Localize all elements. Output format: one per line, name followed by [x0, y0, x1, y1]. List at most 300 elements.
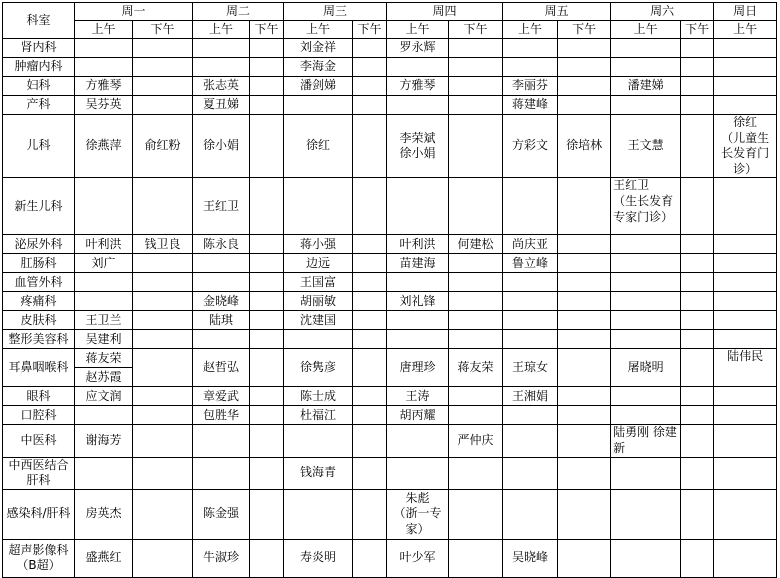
doctor-cell: [714, 235, 777, 254]
doctor-cell: [250, 235, 284, 254]
header-am: 上午: [611, 21, 681, 39]
doctor-cell: [387, 58, 449, 77]
doctor-cell: [133, 58, 193, 77]
doctor-cell: [449, 254, 503, 273]
doctor-cell: [611, 235, 681, 254]
doctor-cell: [558, 425, 611, 457]
doctor-cell: [133, 96, 193, 115]
doctor-cell: [75, 178, 133, 235]
header-day: 周六: [611, 3, 714, 21]
doctor-cell: [284, 489, 353, 539]
doctor-cell: [611, 457, 681, 489]
doctor-cell: 李丽芬: [503, 77, 558, 96]
header-am: 上午: [75, 21, 133, 39]
dept-name: 妇科: [3, 77, 75, 96]
doctor-cell: 何建松: [449, 235, 503, 254]
doctor-cell: [449, 539, 503, 577]
doctor-cell: [133, 311, 193, 330]
doctor-cell: [449, 39, 503, 58]
doctor-cell: [558, 311, 611, 330]
doctor-cell: [714, 292, 777, 311]
doctor-cell: 朱彪 （浙一专家）: [387, 489, 449, 539]
doctor-cell: [133, 349, 193, 387]
header-dept: 科室: [3, 3, 75, 39]
doctor-cell: 房英杰: [75, 489, 133, 539]
doctor-cell: [193, 39, 250, 58]
doctor-cell: [611, 58, 681, 77]
doctor-cell: [387, 330, 449, 349]
dept-name: 疼痛科: [3, 292, 75, 311]
doctor-cell: [353, 235, 387, 254]
doctor-cell: 牛淑珍: [193, 539, 250, 577]
header-pm: 下午: [133, 21, 193, 39]
doctor-cell: [75, 58, 133, 77]
doctor-cell: [250, 330, 284, 349]
dept-name: 新生儿科: [3, 178, 75, 235]
doctor-cell: 王卫兰: [75, 311, 133, 330]
doctor-cell: 金晓峰: [193, 292, 250, 311]
doctor-cell: [558, 96, 611, 115]
doctor-cell: 陈金强: [193, 489, 250, 539]
schedule-row: [3, 273, 777, 292]
doctor-cell: [75, 406, 133, 425]
doctor-cell: 王红卫: [193, 178, 250, 235]
doctor-cell: [133, 77, 193, 96]
doctor-cell: [353, 457, 387, 489]
doctor-cell: [611, 96, 681, 115]
schedule-row: [3, 387, 777, 406]
doctor-cell: [133, 178, 193, 235]
doctor-cell: [193, 425, 250, 457]
doctor-cell: [250, 489, 284, 539]
doctor-cell: [353, 539, 387, 577]
doctor-cell: [558, 235, 611, 254]
doctor-cell: 盛燕红: [75, 539, 133, 577]
doctor-cell: 王湘娟: [503, 387, 558, 406]
header-am: 上午: [503, 21, 558, 39]
doctor-cell: 胡丽敏: [284, 292, 353, 311]
doctor-cell: 叶利洪: [387, 235, 449, 254]
doctor-cell: [353, 406, 387, 425]
doctor-cell: [284, 96, 353, 115]
doctor-cell: [449, 457, 503, 489]
doctor-cell: 吴晓峰: [503, 539, 558, 577]
header-days-row: [3, 3, 777, 21]
doctor-cell: [250, 349, 284, 387]
doctor-cell: [284, 425, 353, 457]
doctor-cell: [387, 457, 449, 489]
schedule-row: [3, 96, 777, 115]
doctor-cell: [353, 273, 387, 292]
doctor-cell: [681, 311, 714, 330]
doctor-cell: [353, 489, 387, 539]
dept-name: 肛肠科: [3, 254, 75, 273]
doctor-cell: 吴建利: [75, 330, 133, 349]
doctor-cell: [449, 489, 503, 539]
doctor-cell: [681, 115, 714, 178]
doctor-cell: 王红卫 （生长发育 专家门诊）: [611, 178, 681, 235]
doctor-cell: [353, 425, 387, 457]
doctor-cell: 边远: [284, 254, 353, 273]
doctor-cell: [133, 406, 193, 425]
doctor-cell: [133, 387, 193, 406]
doctor-cell: [558, 349, 611, 387]
doctor-cell: [611, 273, 681, 292]
doctor-cell: 沈建国: [284, 311, 353, 330]
doctor-cell: [558, 406, 611, 425]
doctor-cell: [353, 254, 387, 273]
doctor-cell: [353, 292, 387, 311]
doctor-cell: 应文润: [75, 387, 133, 406]
dept-name: 肿瘤内科: [3, 58, 75, 77]
doctor-cell: 尚庆亚: [503, 235, 558, 254]
doctor-cell: [133, 254, 193, 273]
doctor-cell: [558, 457, 611, 489]
doctor-cell: [75, 457, 133, 489]
doctor-cell: [387, 273, 449, 292]
doctor-cell: [449, 387, 503, 406]
doctor-cell: [714, 77, 777, 96]
dept-name: 感染科/肝科: [3, 489, 75, 539]
doctor-cell: [714, 273, 777, 292]
header-pm: 下午: [449, 21, 503, 39]
doctor-cell: [503, 292, 558, 311]
dept-name: 肾内科: [3, 39, 75, 58]
schedule-row: [3, 77, 777, 96]
doctor-cell: [611, 254, 681, 273]
doctor-cell: [387, 425, 449, 457]
doctor-cell: [503, 311, 558, 330]
doctor-cell: [250, 96, 284, 115]
doctor-cell: [681, 489, 714, 539]
doctor-cell: 章爱武: [193, 387, 250, 406]
doctor-cell: 吴芬英: [75, 96, 133, 115]
doctor-cell: 刘礼锋: [387, 292, 449, 311]
doctor-cell: 苗建海: [387, 254, 449, 273]
dept-name: 眼科: [3, 387, 75, 406]
schedule-row: [3, 489, 777, 539]
doctor-cell: 刘金祥: [284, 39, 353, 58]
doctor-cell: [133, 425, 193, 457]
schedule-row: [3, 235, 777, 254]
doctor-cell: 叶少军: [387, 539, 449, 577]
doctor-cell: 徐燕萍: [75, 115, 133, 178]
header-am: 上午: [284, 21, 353, 39]
doctor-cell: [193, 273, 250, 292]
doctor-name: 赵苏霞: [75, 367, 132, 386]
dept-name: 血管外科: [3, 273, 75, 292]
doctor-cell: [193, 254, 250, 273]
doctor-cell: [611, 387, 681, 406]
doctor-cell: 包胜华: [193, 406, 250, 425]
doctor-cell: [250, 115, 284, 178]
header-am: 上午: [193, 21, 250, 39]
doctor-cell: 徐红 （儿童生长发育门诊）: [714, 115, 777, 178]
doctor-cell: [193, 58, 250, 77]
doctor-cell: [714, 254, 777, 273]
doctor-cell: [75, 273, 133, 292]
doctor-cell: [681, 406, 714, 425]
doctor-cell: [681, 349, 714, 387]
doctor-cell: [449, 406, 503, 425]
doctor-cell: [449, 330, 503, 349]
doctor-cell: [250, 539, 284, 577]
doctor-cell: 钱海青: [284, 457, 353, 489]
doctor-cell: [503, 39, 558, 58]
schedule-row: [3, 254, 777, 273]
doctor-cell: [387, 311, 449, 330]
doctor-cell: 俞红粉: [133, 115, 193, 178]
doctor-cell: [449, 273, 503, 292]
doctor-cell: 鲁立峰: [503, 254, 558, 273]
dept-name: 泌尿外科: [3, 235, 75, 254]
doctor-cell: [611, 292, 681, 311]
dept-name: 中医科: [3, 425, 75, 457]
schedule-row: [3, 178, 777, 235]
dept-name: 中西医结合肝科: [3, 457, 75, 489]
doctor-cell: [714, 178, 777, 235]
header-am: 上午: [387, 21, 449, 39]
doctor-cell: [681, 539, 714, 577]
doctor-cell: [133, 489, 193, 539]
doctor-cell: [133, 330, 193, 349]
schedule-row: [3, 406, 777, 425]
doctor-cell: [681, 77, 714, 96]
doctor-cell: [353, 115, 387, 178]
doctor-cell: [681, 387, 714, 406]
doctor-cell: 陆勇刚 徐建新: [611, 425, 681, 457]
doctor-cell: [558, 77, 611, 96]
doctor-cell: 叶利洪: [75, 235, 133, 254]
doctor-cell: 屠晓明: [611, 349, 681, 387]
dept-name: 超声影像科 （B超）: [3, 539, 75, 577]
doctor-cell: [681, 178, 714, 235]
doctor-cell: [449, 58, 503, 77]
doctor-cell: 潘建娣: [611, 77, 681, 96]
doctor-cell: [75, 39, 133, 58]
doctor-cell: 张志英: [193, 77, 250, 96]
dept-name: 皮肤科: [3, 311, 75, 330]
doctor-cell: [353, 349, 387, 387]
doctor-cell: 徐培林: [558, 115, 611, 178]
doctor-cell: [503, 425, 558, 457]
header-pm: 下午: [353, 21, 387, 39]
doctor-cell: [250, 178, 284, 235]
doctor-cell: 王国富: [284, 273, 353, 292]
header-day: 周日: [714, 3, 777, 21]
doctor-cell: [353, 387, 387, 406]
doctor-cell: [714, 425, 777, 457]
doctor-cell: [714, 457, 777, 489]
doctor-cell: 刘广: [75, 254, 133, 273]
doctor-cell: 严仲庆: [449, 425, 503, 457]
doctor-cell: 杜福江: [284, 406, 353, 425]
doctor-cell: [449, 115, 503, 178]
schedule-row: [3, 115, 777, 178]
header-session-row: [3, 21, 777, 39]
dept-name: 产科: [3, 96, 75, 115]
dept-name: 儿科: [3, 115, 75, 178]
doctor-cell: [133, 39, 193, 58]
schedule-row: [3, 349, 777, 387]
doctor-cell: [558, 273, 611, 292]
doctor-cell: 陆伟民: [714, 349, 777, 387]
doctor-cell: [681, 457, 714, 489]
doctor-cell: 唐理珍: [387, 349, 449, 387]
doctor-cell: [449, 77, 503, 96]
doctor-cell: [558, 39, 611, 58]
dept-name: 口腔科: [3, 406, 75, 425]
doctor-cell: 夏丑娣: [193, 96, 250, 115]
doctor-cell: [250, 254, 284, 273]
doctor-cell: [503, 457, 558, 489]
schedule-row: [3, 539, 777, 577]
doctor-cell: [681, 235, 714, 254]
doctor-cell: [714, 330, 777, 349]
doctor-cell: 徐小娟: [193, 115, 250, 178]
doctor-cell: [681, 39, 714, 58]
doctor-cell: [611, 406, 681, 425]
doctor-cell: [449, 178, 503, 235]
doctor-cell: [250, 292, 284, 311]
doctor-cell: [353, 330, 387, 349]
doctor-cell: 胡丙耀: [387, 406, 449, 425]
doctor-cell: [353, 58, 387, 77]
doctor-cell: [250, 457, 284, 489]
doctor-cell: [353, 311, 387, 330]
doctor-cell: 钱卫良: [133, 235, 193, 254]
doctor-cell: [75, 292, 133, 311]
doctor-cell: [714, 39, 777, 58]
doctor-cell: 赵哲弘: [193, 349, 250, 387]
header-day: 周一: [75, 3, 193, 21]
doctor-cell: [193, 457, 250, 489]
doctor-cell: [558, 292, 611, 311]
doctor-cell: [353, 39, 387, 58]
doctor-cell: [681, 330, 714, 349]
doctor-cell: 王涛: [387, 387, 449, 406]
doctor-cell: [681, 425, 714, 457]
doctor-cell: 谢海芳: [75, 425, 133, 457]
doctor-cell: [193, 330, 250, 349]
doctor-cell: 徐隽彦: [284, 349, 353, 387]
doctor-cell: [387, 96, 449, 115]
doctor-cell: [558, 489, 611, 539]
doctor-cell: 方彩文: [503, 115, 558, 178]
doctor-cell: 蒋友荣: [449, 349, 503, 387]
doctor-cell: [681, 273, 714, 292]
doctor-cell: [387, 178, 449, 235]
doctor-cell: [611, 539, 681, 577]
doctor-cell: [503, 58, 558, 77]
doctor-cell: 蒋建峰: [503, 96, 558, 115]
doctor-cell: [284, 330, 353, 349]
doctor-cell: [714, 489, 777, 539]
doctor-cell: [250, 39, 284, 58]
doctor-cell: [611, 39, 681, 58]
doctor-cell: [503, 406, 558, 425]
doctor-cell: [250, 273, 284, 292]
schedule-row: [3, 292, 777, 311]
doctor-cell: 王琼女: [503, 349, 558, 387]
doctor-cell: 寿炎明: [284, 539, 353, 577]
doctor-cell: 方雅琴: [387, 77, 449, 96]
schedule-row: [3, 311, 777, 330]
doctor-cell: [714, 387, 777, 406]
doctor-cell: [681, 292, 714, 311]
doctor-cell: 徐红: [284, 115, 353, 178]
doctor-cell: [611, 330, 681, 349]
header-pm: 下午: [250, 21, 284, 39]
doctor-cell: [714, 311, 777, 330]
doctor-cell: [250, 425, 284, 457]
header-pm: 下午: [681, 21, 714, 39]
doctor-cell: [714, 539, 777, 577]
doctor-name: 蒋友荣: [85, 350, 122, 365]
doctor-cell: [133, 292, 193, 311]
outpatient-schedule-table: [2, 2, 777, 578]
doctor-cell: [681, 58, 714, 77]
doctor-cell: [250, 311, 284, 330]
doctor-cell: [133, 539, 193, 577]
header-day: 周四: [387, 3, 503, 21]
doctor-cell: [449, 311, 503, 330]
doctor-cell: [681, 254, 714, 273]
doctor-cell: [250, 58, 284, 77]
doctor-cell: [284, 178, 353, 235]
schedule-row: [3, 425, 777, 457]
doctor-cell: 李海金: [284, 58, 353, 77]
doctor-cell: [503, 330, 558, 349]
doctor-cell: [353, 96, 387, 115]
doctor-cell: [250, 77, 284, 96]
doctor-cell: 潘剑娣: [284, 77, 353, 96]
header-am: 上午: [714, 21, 777, 39]
doctor-cell: [558, 539, 611, 577]
doctor-cell: [714, 58, 777, 77]
doctor-cell: [250, 387, 284, 406]
doctor-cell: [714, 96, 777, 115]
doctor-cell: [503, 178, 558, 235]
schedule-row: [3, 58, 777, 77]
doctor-cell: 陆琪: [193, 311, 250, 330]
doctor-cell: [75, 349, 133, 387]
schedule-row: [3, 457, 777, 489]
doctor-cell: [353, 178, 387, 235]
doctor-cell: [558, 330, 611, 349]
doctor-cell: [503, 489, 558, 539]
dept-name: 整形美容科: [3, 330, 75, 349]
doctor-cell: 蒋小强: [284, 235, 353, 254]
doctor-cell: [558, 254, 611, 273]
schedule-row: [3, 39, 777, 58]
doctor-cell: [681, 96, 714, 115]
doctor-cell: [558, 58, 611, 77]
doctor-cell: [611, 311, 681, 330]
doctor-cell: [449, 96, 503, 115]
doctor-cell: [503, 273, 558, 292]
schedule-row: [3, 330, 777, 349]
header-pm: 下午: [558, 21, 611, 39]
header-day: 周三: [284, 3, 387, 21]
dept-name: 耳鼻咽喉科: [3, 349, 75, 387]
doctor-cell: [558, 387, 611, 406]
doctor-cell: 李荣斌 徐小娟: [387, 115, 449, 178]
doctor-cell: [449, 292, 503, 311]
doctor-cell: 陈士成: [284, 387, 353, 406]
header-day: 周二: [193, 3, 284, 21]
doctor-cell: [250, 406, 284, 425]
